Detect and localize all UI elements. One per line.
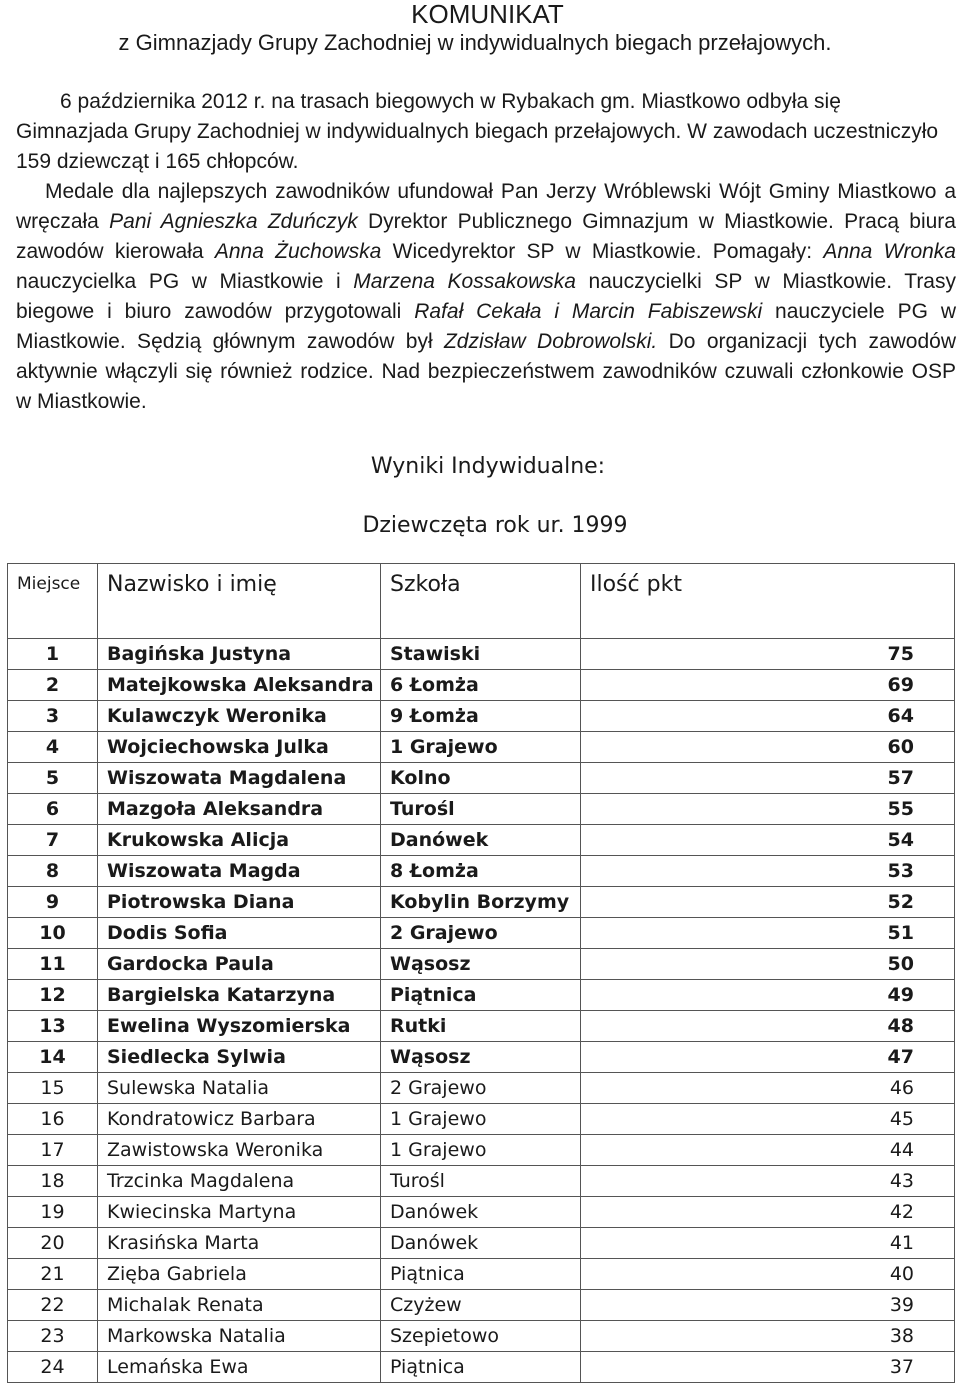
results-body (8, 639, 955, 1383)
cell-points: 50 (581, 949, 955, 980)
cell-school: Danówek (381, 1228, 581, 1259)
table-row (8, 1135, 955, 1166)
cell-place: 15 (8, 1073, 98, 1104)
table-row (8, 1104, 955, 1135)
cell-points: 60 (581, 732, 955, 763)
cell-school: 9 Łomża (381, 701, 581, 732)
cell-place: 12 (8, 980, 98, 1011)
cell-school: Turośl (381, 1166, 581, 1197)
cell-place: 13 (8, 1011, 98, 1042)
cell-place: 22 (8, 1290, 98, 1321)
cell-place: 19 (8, 1197, 98, 1228)
text-span: nauczyciele PG w Miastkowie. Sędzią głównym zawodów był (16, 300, 956, 353)
cell-name: Kondratowicz Barbara (98, 1104, 381, 1135)
table-row (8, 1166, 955, 1197)
text-span: nauczycielka PG w Miastkowie i (16, 270, 354, 293)
header-school: Szkoła (381, 564, 581, 639)
table-row (8, 918, 955, 949)
cell-name: Zawistowska Weronika (98, 1135, 381, 1166)
table-row (8, 1197, 955, 1228)
cell-name: Bagińska Justyna (98, 639, 381, 670)
table-row (8, 763, 955, 794)
cell-school: 8 Łomża (381, 856, 581, 887)
cell-name: Lemańska Ewa (98, 1352, 381, 1383)
table-row (8, 639, 955, 670)
table-row (8, 856, 955, 887)
text-span: Medale dla najlepszych zawodników ufundował Pan Jerzy Wróblewski Wójt Gminy Miastkowo a wręczała (16, 180, 956, 233)
table-row (8, 1321, 955, 1352)
table-row (8, 1228, 955, 1259)
person-name: Marzena Kossakowska (353, 270, 576, 293)
cell-place: 21 (8, 1259, 98, 1290)
cell-name: Kulawczyk Weronika (98, 701, 381, 732)
table-row (8, 1290, 955, 1321)
table-row (8, 701, 955, 732)
cell-points: 64 (581, 701, 955, 732)
person-name: Pani Agnieszka Zduńczyk (109, 210, 358, 233)
cell-name: Trzcinka Magdalena (98, 1166, 381, 1197)
cell-points: 40 (581, 1259, 955, 1290)
cell-place: 10 (8, 918, 98, 949)
cell-place: 11 (8, 949, 98, 980)
cell-school: 1 Grajewo (381, 1104, 581, 1135)
cell-points: 55 (581, 794, 955, 825)
header-place: Miejsce (8, 564, 98, 639)
cell-name: Siedlecka Sylwia (98, 1042, 381, 1073)
cell-school: Danówek (381, 825, 581, 856)
cell-school: Rutki (381, 1011, 581, 1042)
document-title: KOMUNIKAT (411, 0, 564, 29)
cell-school: Kolno (381, 763, 581, 794)
table-row (8, 794, 955, 825)
table-row (8, 980, 955, 1011)
cell-school: 1 Grajewo (381, 732, 581, 763)
cell-place: 1 (8, 639, 98, 670)
intro-paragraph-1: 6 października 2012 r. na trasach biegowych w Rybakach gm. Miastkowo odbyła się Gimnazjada Grupy Zachodniej w indywidualnych biegach przełajowych. W zawodach uczestniczyło 159 dziewcząt i 165 chłopców. (16, 90, 939, 173)
cell-place: 8 (8, 856, 98, 887)
cell-school: Piątnica (381, 1259, 581, 1290)
cell-place: 2 (8, 670, 98, 701)
intro-paragraph-2 (16, 177, 956, 417)
cell-name: Zięba Gabriela (98, 1259, 381, 1290)
cell-points: 51 (581, 918, 955, 949)
cell-place: 5 (8, 763, 98, 794)
person-name: Anna Wronka (823, 240, 956, 263)
cell-school: 2 Grajewo (381, 1073, 581, 1104)
document-subtitle: z Gimnazjady Grupy Zachodniej w indywidualnych biegach przełajowych. (118, 30, 832, 55)
person-name: Anna Żuchowska (214, 240, 382, 263)
cell-points: 43 (581, 1166, 955, 1197)
cell-points: 42 (581, 1197, 955, 1228)
text-span: Dyrektor Publicznego Gimnazjum w Miastkowie. Pracą biura zawodów kierowała (16, 210, 956, 263)
cell-points: 69 (581, 670, 955, 701)
cell-school: Wąsosz (381, 949, 581, 980)
cell-place: 23 (8, 1321, 98, 1352)
table-row (8, 1073, 955, 1104)
cell-name: Wiszowata Magdalena (98, 763, 381, 794)
cell-points: 41 (581, 1228, 955, 1259)
cell-place: 6 (8, 794, 98, 825)
cell-points: 54 (581, 825, 955, 856)
cell-school: Danówek (381, 1197, 581, 1228)
cell-name: Bargielska Katarzyna (98, 980, 381, 1011)
cell-school: Czyżew (381, 1290, 581, 1321)
cell-name: Dodis Sofia (98, 918, 381, 949)
cell-points: 52 (581, 887, 955, 918)
cell-name: Piotrowska Diana (98, 887, 381, 918)
cell-name: Ewelina Wyszomierska (98, 1011, 381, 1042)
text-span: nauczycielki SP w Miastkowie. Trasy biegowe i biuro zawodów przygotowali (16, 270, 956, 323)
cell-school: 6 Łomża (381, 670, 581, 701)
cell-school: Kobylin Borzymy (381, 887, 581, 918)
table-row (8, 825, 955, 856)
cell-place: 9 (8, 887, 98, 918)
cell-school: 1 Grajewo (381, 1135, 581, 1166)
cell-place: 17 (8, 1135, 98, 1166)
cell-points: 46 (581, 1073, 955, 1104)
table-row (8, 1011, 955, 1042)
cell-school: Stawiski (381, 639, 581, 670)
category-heading: Dziewczęta rok ur. 1999 (362, 513, 628, 538)
cell-points: 47 (581, 1042, 955, 1073)
cell-name: Mazgoła Aleksandra (98, 794, 381, 825)
cell-name: Kwiecinska Martyna (98, 1197, 381, 1228)
cell-school: Piątnica (381, 980, 581, 1011)
table-row (8, 1042, 955, 1073)
cell-place: 16 (8, 1104, 98, 1135)
table-row (8, 887, 955, 918)
cell-place: 7 (8, 825, 98, 856)
cell-name: Gardocka Paula (98, 949, 381, 980)
cell-school: 2 Grajewo (381, 918, 581, 949)
cell-name: Krukowska Alicja (98, 825, 381, 856)
results-table (7, 563, 955, 1383)
cell-points: 45 (581, 1104, 955, 1135)
cell-name: Markowska Natalia (98, 1321, 381, 1352)
cell-name: Krasińska Marta (98, 1228, 381, 1259)
cell-points: 39 (581, 1290, 955, 1321)
cell-place: 4 (8, 732, 98, 763)
table-header-row (8, 564, 955, 639)
cell-school: Szepietowo (381, 1321, 581, 1352)
cell-points: 49 (581, 980, 955, 1011)
text-span: Wicedyrektor SP w Miastkowie. Pomagały: (381, 240, 824, 263)
table-row (8, 1259, 955, 1290)
person-name: Zdzisław Dobrowolski. (443, 330, 658, 353)
text-span: Do organizacji tych zawodów aktywnie włączyli się również rodzice. Nad bezpieczeństwem zawodników czuwali członkowie OSP w Miastkowie. (16, 330, 956, 413)
cell-points: 37 (581, 1352, 955, 1383)
cell-points: 44 (581, 1135, 955, 1166)
cell-place: 24 (8, 1352, 98, 1383)
header-points: Ilość pkt (581, 564, 955, 639)
table-row (8, 949, 955, 980)
table-row (8, 1352, 955, 1383)
cell-school: Turośl (381, 794, 581, 825)
cell-points: 53 (581, 856, 955, 887)
cell-name: Sulewska Natalia (98, 1073, 381, 1104)
cell-school: Wąsosz (381, 1042, 581, 1073)
cell-place: 3 (8, 701, 98, 732)
cell-name: Wiszowata Magda (98, 856, 381, 887)
cell-name: Michalak Renata (98, 1290, 381, 1321)
cell-name: Matejkowska Aleksandra (98, 670, 381, 701)
cell-school: Piątnica (381, 1352, 581, 1383)
table-row (8, 732, 955, 763)
cell-name: Wojciechowska Julka (98, 732, 381, 763)
person-name: Rafał Cekała i Marcin Fabiszewski (414, 300, 763, 323)
header-name: Nazwisko i imię (98, 564, 381, 639)
cell-place: 18 (8, 1166, 98, 1197)
cell-points: 75 (581, 639, 955, 670)
table-row (8, 670, 955, 701)
cell-points: 38 (581, 1321, 955, 1352)
cell-points: 48 (581, 1011, 955, 1042)
cell-place: 20 (8, 1228, 98, 1259)
results-heading: Wyniki Indywidualne: (370, 454, 606, 479)
cell-points: 57 (581, 763, 955, 794)
cell-place: 14 (8, 1042, 98, 1073)
